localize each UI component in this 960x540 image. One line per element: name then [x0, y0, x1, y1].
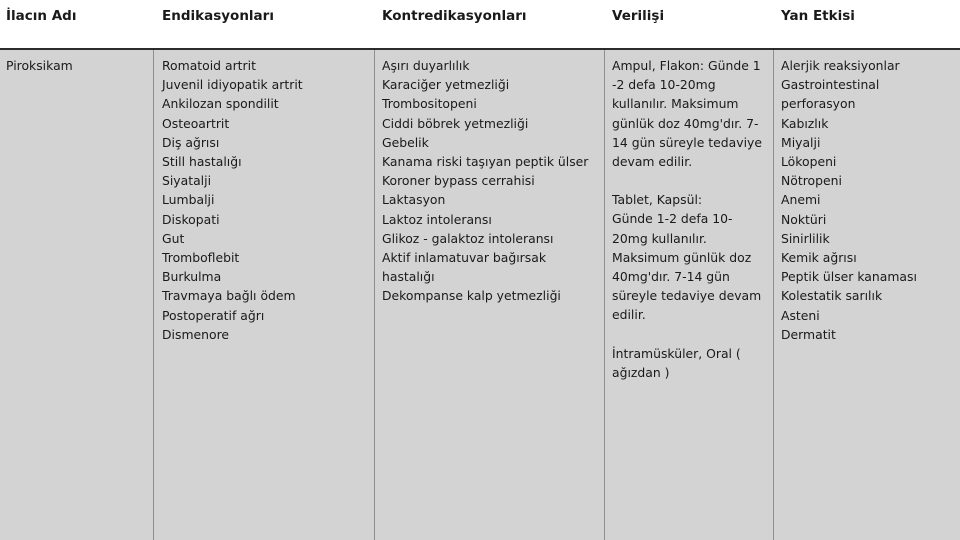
- administration-line: edilir.: [612, 307, 646, 323]
- administration-line: Günde 1-2 defa 10-: [612, 211, 733, 227]
- administration-line: -2 defa 10-20mg: [612, 77, 716, 93]
- administration-routes: [612, 344, 770, 382]
- header-drug-name: İlacın Adı: [6, 8, 77, 24]
- side-effect-item: Peptik ülser kanaması: [781, 269, 917, 285]
- cell-side-effects: [781, 56, 957, 344]
- header-indications: Endikasyonları: [162, 8, 274, 24]
- contraindications-list: [382, 56, 600, 306]
- side-effect-item: Miyalji: [781, 134, 821, 150]
- side-effect-item: Gastrointestinal: [781, 77, 880, 93]
- administration-line: 20mg kullanılır.: [612, 230, 707, 246]
- administration-line: ağızdan ): [612, 364, 670, 380]
- contraindication-item: Dekompanse kalp yetmezliği: [382, 288, 561, 304]
- indication-item: Juvenil idiyopatik artrit: [162, 77, 303, 93]
- administration-line: Tablet, Kapsül:: [612, 192, 703, 208]
- indication-item: Romatoid artrit: [162, 58, 256, 73]
- contraindication-item: Aktif inlamatuvar bağırsak: [382, 250, 547, 266]
- side-effect-item: Kemik ağrısı: [781, 250, 857, 266]
- administration-tablet: [612, 190, 770, 324]
- side-effect-item: Lökopeni: [781, 154, 837, 170]
- indication-item: Gut: [162, 230, 185, 246]
- indication-item: Diskopati: [162, 211, 220, 227]
- contraindication-item: Koroner bypass cerrahisi: [382, 173, 535, 189]
- administration-line: Maksimum günlük doz: [612, 249, 752, 265]
- side-effect-item: Kabızlık: [781, 115, 829, 131]
- side-effect-item: Noktüri: [781, 211, 827, 227]
- indication-item: Tromboflebit: [162, 250, 240, 266]
- side-effect-item: Kolestatik sarılık: [781, 288, 883, 304]
- indication-item: Postoperatif ağrı: [162, 307, 265, 323]
- administration-line: Ampul, Flakon: Günde 1: [612, 58, 761, 73]
- administration-line: İntramüsküler, Oral (: [612, 345, 741, 361]
- header-administration: Verilişi: [612, 8, 665, 24]
- indication-item: Burkulma: [162, 269, 222, 285]
- side-effect-item: Alerjik reaksiyonlar: [781, 58, 900, 73]
- header-contraindications: Kontredikasyonları: [382, 8, 527, 24]
- column-divider: [374, 50, 375, 540]
- contraindication-item: Kanama riski taşıyan peptik ülser: [382, 154, 589, 170]
- administration-line: devam edilir.: [612, 154, 693, 170]
- contraindication-item: Glikoz - galaktoz intoleransı: [382, 230, 554, 246]
- indications-list: [162, 56, 370, 344]
- administration-line: süreyle tedaviye devam: [612, 288, 762, 304]
- contraindication-item: Aşırı duyarlılık: [382, 58, 470, 73]
- side-effect-item: Asteni: [781, 307, 820, 323]
- administration-ampoule: [612, 56, 770, 171]
- side-effect-item: Nötropeni: [781, 173, 842, 189]
- indication-item: Diş ağrısı: [162, 134, 220, 150]
- header-side-effects: Yan Etkisi: [781, 8, 855, 24]
- indication-item: Ankilozan spondilit: [162, 96, 279, 112]
- contraindication-item: hastalığı: [382, 269, 435, 285]
- table-header-row: [0, 0, 960, 50]
- contraindication-item: Gebelik: [382, 134, 429, 150]
- contraindication-item: Ciddi böbrek yetmezliği: [382, 115, 529, 131]
- column-divider: [153, 50, 154, 540]
- administration-line: 40mg'dır. 7-14 gün: [612, 269, 730, 285]
- cell-drug-name: [6, 56, 150, 75]
- indication-item: Osteoartrit: [162, 115, 230, 131]
- column-divider: [604, 50, 605, 540]
- administration-line: 14 gün süreyle tedaviye: [612, 134, 762, 150]
- indication-item: Dismenore: [162, 326, 230, 342]
- contraindication-item: Karaciğer yetmezliği: [382, 77, 510, 93]
- side-effect-item: Sinirlilik: [781, 230, 830, 246]
- contraindication-item: Laktasyon: [382, 192, 446, 208]
- indication-item: Travmaya bağlı ödem: [162, 288, 296, 304]
- indication-item: Siyatalji: [162, 173, 212, 189]
- side-effect-item: Anemi: [781, 192, 821, 208]
- cell-indications: [162, 56, 370, 344]
- administration-line: kullanılır. Maksimum: [612, 96, 739, 112]
- side-effects-list: [781, 56, 957, 344]
- cell-administration: [612, 56, 770, 382]
- indication-item: Still hastalığı: [162, 154, 242, 170]
- side-effect-item: Dermatit: [781, 326, 836, 342]
- drug-name: Piroksikam: [6, 58, 73, 73]
- contraindication-item: Trombositopeni: [382, 96, 477, 112]
- contraindication-item: Laktoz intoleransı: [382, 211, 492, 227]
- indication-item: Lumbalji: [162, 192, 215, 208]
- column-divider: [773, 50, 774, 540]
- side-effect-item: perforasyon: [781, 96, 856, 112]
- administration-line: günlük doz 40mg'dır. 7-: [612, 115, 759, 131]
- cell-contraindications: [382, 56, 600, 306]
